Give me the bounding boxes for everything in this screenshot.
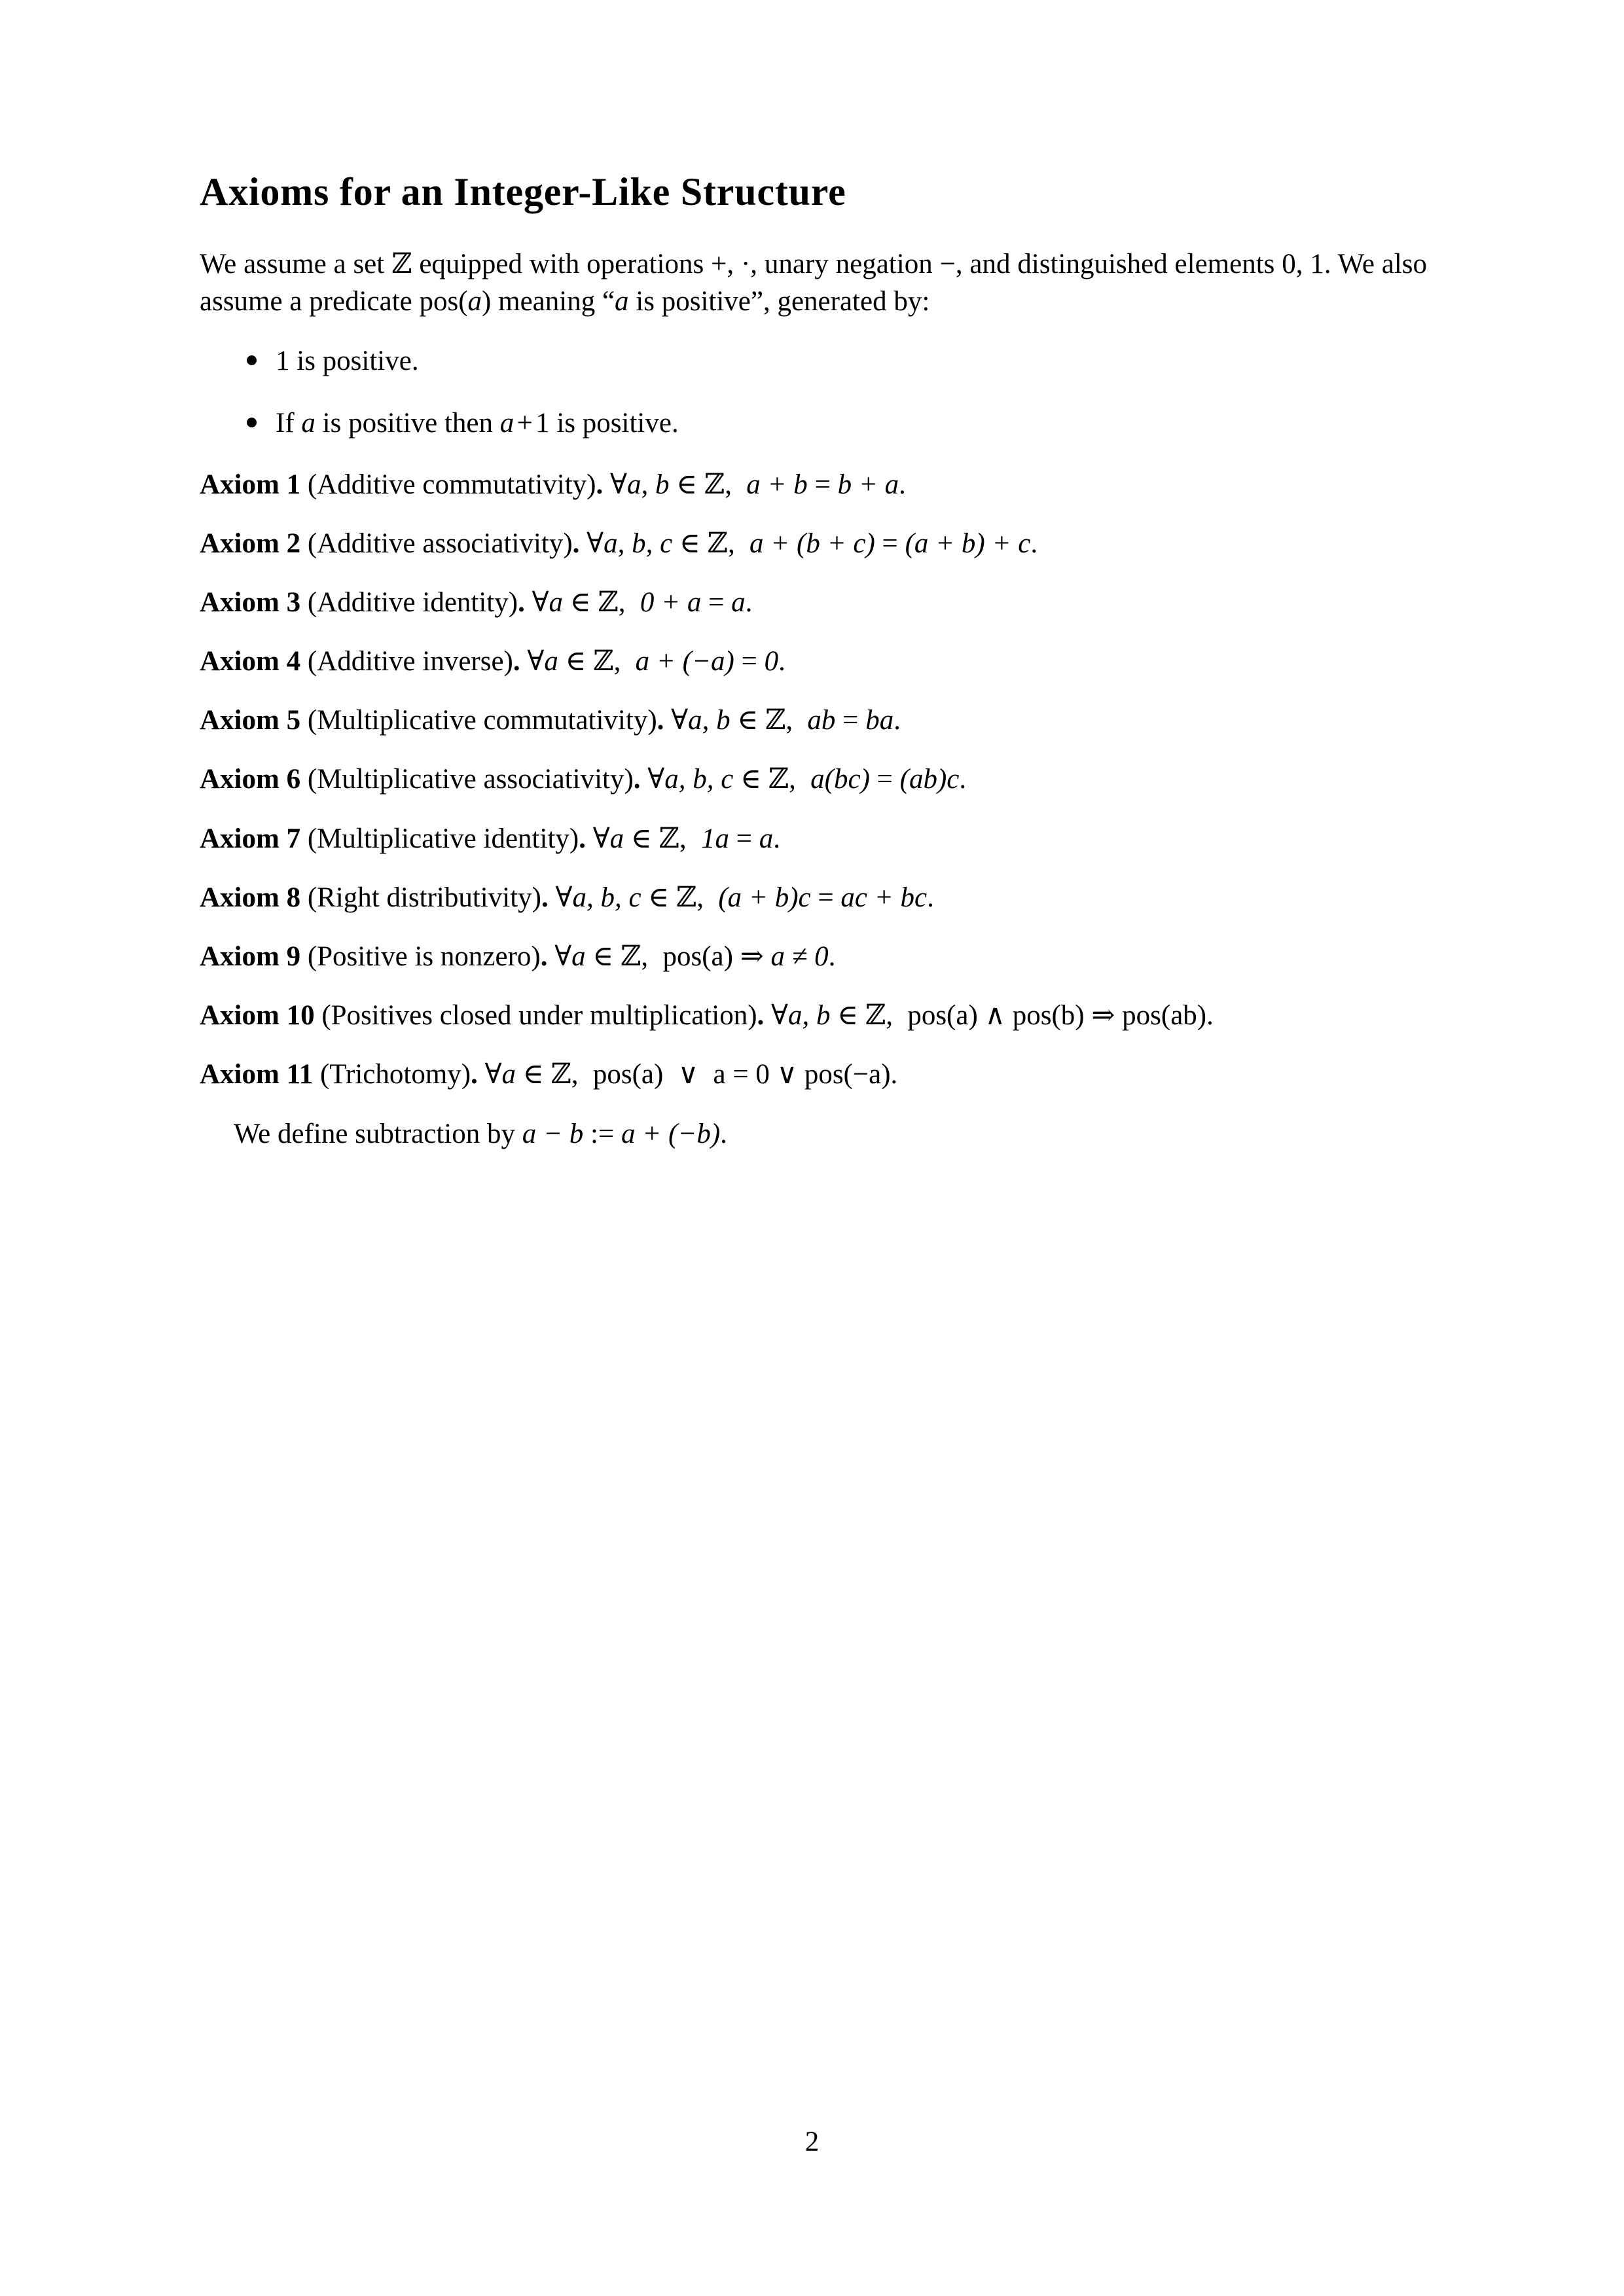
predicate-close-paren: ) bbox=[482, 285, 492, 317]
axiom-label: Axiom 1 bbox=[200, 469, 301, 500]
axiom-lhs: a(bc) bbox=[810, 764, 870, 795]
axiom-set-symbol: ℤ bbox=[765, 704, 786, 737]
axiom-relation: ⇒ bbox=[740, 941, 764, 973]
page-number: 2 bbox=[804, 2126, 820, 2157]
intro-text-part-2: equipped with operations bbox=[419, 248, 704, 279]
axiom-membership-symbol: ∈ bbox=[522, 1059, 544, 1090]
axiom-relation: = bbox=[882, 528, 898, 559]
axiom-10 bbox=[200, 997, 1427, 1034]
element-zero: 0 bbox=[1282, 248, 1296, 279]
axiom-label: Axiom 4 bbox=[200, 646, 301, 677]
axiom-relation: = bbox=[741, 646, 757, 677]
axiom-lhs: pos(a) bbox=[662, 941, 733, 973]
axiom-8 bbox=[200, 879, 1427, 916]
axiom-quantifier: ∀ bbox=[554, 941, 572, 973]
axiom-set-symbol: ℤ bbox=[621, 940, 641, 973]
axiom-membership-symbol: ∈ bbox=[592, 941, 614, 973]
axiom-separator: , bbox=[789, 764, 796, 795]
predicate-pos-name: pos bbox=[419, 285, 459, 317]
axiom-final-period: . bbox=[899, 469, 906, 500]
axiom-7 bbox=[200, 820, 1427, 857]
axiom-lhs: 1a bbox=[701, 823, 729, 854]
axiom-rhs: b + a bbox=[837, 469, 899, 500]
axiom-relation: = bbox=[814, 469, 831, 500]
axiom-period: . bbox=[541, 882, 549, 913]
axiom-period: . bbox=[471, 1059, 478, 1090]
axiom-relation: = bbox=[818, 882, 834, 913]
axiom-set-symbol: ℤ bbox=[704, 467, 725, 501]
axiom-relation: ∨ bbox=[677, 1059, 699, 1090]
axiom-label: Axiom 2 bbox=[200, 528, 301, 559]
axiom-5 bbox=[200, 702, 1427, 739]
axiom-relation: ⇒ bbox=[1091, 1000, 1115, 1031]
axiom-period: . bbox=[579, 823, 586, 854]
element-one: 1 bbox=[1310, 248, 1324, 279]
axiom-variables: a bbox=[609, 823, 624, 854]
axiom-name: (Multiplicative commutativity) bbox=[307, 705, 657, 736]
page-title: Axioms for an Integer-Like Structure bbox=[200, 170, 846, 213]
axiom-set-symbol: ℤ bbox=[768, 762, 789, 796]
axiom-3 bbox=[200, 584, 1427, 621]
axiom-membership-symbol: ∈ bbox=[679, 528, 700, 559]
axiom-separator: , bbox=[618, 586, 626, 618]
axiom-quantifier: ∀ bbox=[484, 1059, 502, 1090]
axiom-quantifier: ∀ bbox=[592, 823, 610, 854]
axiom-separator: , bbox=[696, 882, 704, 913]
axiom-lhs: a + (b + c) bbox=[749, 528, 875, 559]
predicate-open-paren: ( bbox=[458, 285, 468, 317]
axiom-period: . bbox=[757, 1000, 765, 1031]
axiom-rhs: (a + b) + c bbox=[905, 528, 1031, 559]
axiom-period: . bbox=[518, 586, 525, 618]
bullet-variable-2: a bbox=[499, 408, 514, 439]
axiom-name: (Additive associativity) bbox=[307, 528, 573, 559]
axiom-membership-symbol: ∈ bbox=[565, 646, 586, 677]
intro-text-part-5: . We also assume a predicate bbox=[200, 248, 1428, 317]
axiom-label: Axiom 9 bbox=[200, 941, 301, 973]
axiom-final-period: . bbox=[773, 823, 781, 854]
axiom-lhs: pos(a) bbox=[592, 1059, 664, 1090]
intro-text-part-3: , unary negation bbox=[750, 248, 933, 279]
intro-text-part-6: meaning “ bbox=[498, 285, 615, 317]
axiom-label: Axiom 11 bbox=[200, 1059, 314, 1090]
axiom-final-period: . bbox=[1030, 528, 1038, 559]
axiom-label: Axiom 5 bbox=[200, 705, 301, 736]
closing-lhs: a − b bbox=[522, 1118, 584, 1149]
axiom-period: . bbox=[513, 646, 520, 677]
axiom-quantifier: ∀ bbox=[647, 764, 665, 795]
axiom-final-period: . bbox=[828, 941, 836, 973]
axiom-period: . bbox=[657, 705, 664, 736]
axiom-rhs: (ab)c bbox=[899, 764, 960, 795]
axiom-1 bbox=[200, 466, 1427, 503]
subtraction-definition bbox=[200, 1115, 1427, 1153]
axiom-set-symbol: ℤ bbox=[659, 821, 679, 855]
axiom-set-symbol: ℤ bbox=[676, 880, 697, 914]
axiom-rhs: a = 0 ∨ pos(−a) bbox=[713, 1059, 891, 1090]
axiom-rhs: 0 bbox=[764, 646, 779, 677]
axiom-relation: = bbox=[876, 764, 893, 795]
axiom-membership-symbol: ∈ bbox=[837, 1000, 859, 1031]
axiom-final-period: . bbox=[959, 764, 967, 795]
axiom-separator: , bbox=[785, 705, 793, 736]
bullet-text-mid: is positive then bbox=[322, 408, 494, 439]
axiom-final-period: . bbox=[745, 586, 753, 618]
axiom-period: . bbox=[596, 469, 604, 500]
operator-dot: · bbox=[740, 248, 751, 279]
axiom-label: Axiom 7 bbox=[200, 823, 301, 854]
bullet-variable-1: a bbox=[301, 408, 316, 439]
axiom-4 bbox=[200, 643, 1427, 680]
axiom-lhs: 0 + a bbox=[640, 586, 702, 618]
axiom-name: (Right distributivity) bbox=[307, 882, 541, 913]
axiom-11 bbox=[200, 1056, 1427, 1093]
axiom-membership-symbol: ∈ bbox=[676, 469, 698, 500]
axiom-separator: , bbox=[641, 941, 649, 973]
axiom-lhs: a + (−a) bbox=[635, 646, 734, 677]
axiom-variables: a, b, c bbox=[664, 764, 734, 795]
axiom-set-symbol: ℤ bbox=[593, 645, 614, 678]
axiom-rhs: a bbox=[759, 823, 774, 854]
intro-text-part-7: is positive”, generated by: bbox=[628, 285, 930, 317]
axiom-rhs: a ≠ 0 bbox=[770, 941, 829, 973]
axiom-name: (Multiplicative associativity) bbox=[307, 764, 634, 795]
axiom-label: Axiom 8 bbox=[200, 882, 301, 913]
closing-rhs: a + (−b) bbox=[621, 1118, 721, 1149]
axiom-name: (Additive identity) bbox=[307, 586, 518, 618]
axiom-period: . bbox=[633, 764, 641, 795]
bullet-text-post: is positive. bbox=[556, 408, 679, 439]
axiom-rhs: a bbox=[731, 586, 746, 618]
axiom-lhs: a + b bbox=[746, 469, 808, 500]
axiom-final-period: . bbox=[890, 1059, 898, 1090]
axiom-lhs: pos(a) ∧ pos(b) bbox=[907, 1000, 1085, 1031]
axiom-lhs: ab bbox=[807, 705, 836, 736]
axiom-final-period: . bbox=[778, 646, 785, 677]
bullet-text: 1 is positive. bbox=[276, 346, 419, 377]
predicate-variable: a bbox=[467, 285, 482, 317]
closing-assign-symbol: := bbox=[590, 1118, 615, 1149]
axiom-rhs: ba bbox=[865, 705, 894, 736]
axiom-name: (Additive commutativity) bbox=[307, 469, 596, 500]
axiom-set-symbol: ℤ bbox=[550, 1058, 571, 1091]
axiom-separator: , bbox=[727, 528, 735, 559]
axiom-rhs: pos(ab) bbox=[1122, 1000, 1207, 1031]
intro-text-part-1: We assume a set bbox=[200, 248, 385, 279]
axiom-period: . bbox=[572, 528, 580, 559]
axiom-relation: = bbox=[842, 705, 859, 736]
intro-text-part-4: , and distinguished elements bbox=[955, 248, 1275, 279]
axiom-membership-symbol: ∈ bbox=[569, 586, 591, 618]
intro-comma-1: , bbox=[727, 248, 734, 279]
axiom-quantifier: ∀ bbox=[771, 1000, 788, 1031]
axiom-label: Axiom 6 bbox=[200, 764, 301, 795]
axiom-label: Axiom 10 bbox=[200, 1000, 315, 1031]
axiom-quantifier: ∀ bbox=[532, 586, 549, 618]
closing-period: . bbox=[720, 1118, 727, 1149]
intro-paragraph bbox=[200, 245, 1427, 320]
axiom-variables: a, b bbox=[626, 469, 670, 500]
axiom-variables: a bbox=[571, 941, 586, 973]
operator-negation: − bbox=[939, 248, 956, 279]
axiom-variables: a, b, c bbox=[572, 882, 641, 913]
axiom-name: (Trichotomy) bbox=[319, 1059, 471, 1090]
axiom-variables: a, b, c bbox=[604, 528, 673, 559]
axiom-quantifier: ∀ bbox=[555, 882, 573, 913]
generation-rules-list bbox=[200, 342, 1427, 442]
list-item bbox=[200, 342, 1427, 380]
axiom-variables: a, b bbox=[688, 705, 731, 736]
intro-element-comma: , bbox=[1295, 248, 1303, 279]
integer-set-symbol: ℤ bbox=[391, 247, 412, 280]
bullet-icon bbox=[247, 418, 257, 427]
axiom-6 bbox=[200, 761, 1427, 798]
axiom-name: (Positives closed under multiplication) bbox=[321, 1000, 757, 1031]
axiom-membership-symbol: ∈ bbox=[740, 764, 761, 795]
axiom-variables: a bbox=[501, 1059, 516, 1090]
axiom-separator: , bbox=[571, 1059, 579, 1090]
bullet-text-pre: If bbox=[276, 408, 295, 439]
axiom-relation: = bbox=[736, 823, 753, 854]
axiom-9 bbox=[200, 938, 1427, 975]
axiom-set-symbol: ℤ bbox=[865, 999, 886, 1032]
axiom-quantifier: ∀ bbox=[586, 528, 604, 559]
axiom-set-symbol: ℤ bbox=[707, 526, 728, 560]
axiom-variables: a bbox=[544, 646, 558, 677]
axiom-separator: , bbox=[725, 469, 732, 500]
axiom-quantifier: ∀ bbox=[527, 646, 545, 677]
document-text-block bbox=[200, 169, 1427, 1153]
list-item bbox=[200, 404, 1427, 442]
operator-plus: + bbox=[711, 248, 727, 279]
axiom-quantifier: ∀ bbox=[671, 705, 689, 736]
axiom-2 bbox=[200, 525, 1427, 562]
bullet-icon bbox=[247, 355, 257, 365]
axiom-final-period: . bbox=[927, 882, 934, 913]
axiom-membership-symbol: ∈ bbox=[648, 882, 670, 913]
axiom-name: (Multiplicative identity) bbox=[307, 823, 579, 854]
axiom-name: (Additive inverse) bbox=[307, 646, 513, 677]
axiom-period: . bbox=[540, 941, 548, 973]
axiom-relation: = bbox=[708, 586, 725, 618]
axiom-name: (Positive is nonzero) bbox=[307, 941, 541, 973]
bullet-one: 1 bbox=[535, 408, 550, 439]
axiom-variables: a, b bbox=[787, 1000, 831, 1031]
axiom-membership-symbol: ∈ bbox=[737, 705, 759, 736]
axiom-final-period: . bbox=[1206, 1000, 1214, 1031]
axiom-rhs: ac + bc bbox=[840, 882, 928, 913]
axiom-variables: a bbox=[549, 586, 564, 618]
quoted-variable: a bbox=[615, 285, 629, 317]
axiom-separator: , bbox=[886, 1000, 893, 1031]
axiom-separator: , bbox=[613, 646, 621, 677]
axiom-final-period: . bbox=[893, 705, 901, 736]
closing-text-pre: We define subtraction by bbox=[234, 1118, 515, 1149]
axiom-membership-symbol: ∈ bbox=[630, 823, 652, 854]
axiom-quantifier: ∀ bbox=[610, 469, 627, 500]
axiom-label: Axiom 3 bbox=[200, 586, 301, 618]
axiom-separator: , bbox=[679, 823, 687, 854]
axiom-lhs: (a + b)c bbox=[718, 882, 811, 913]
axiom-set-symbol: ℤ bbox=[598, 585, 619, 619]
bullet-plus-operator: + bbox=[516, 408, 533, 439]
